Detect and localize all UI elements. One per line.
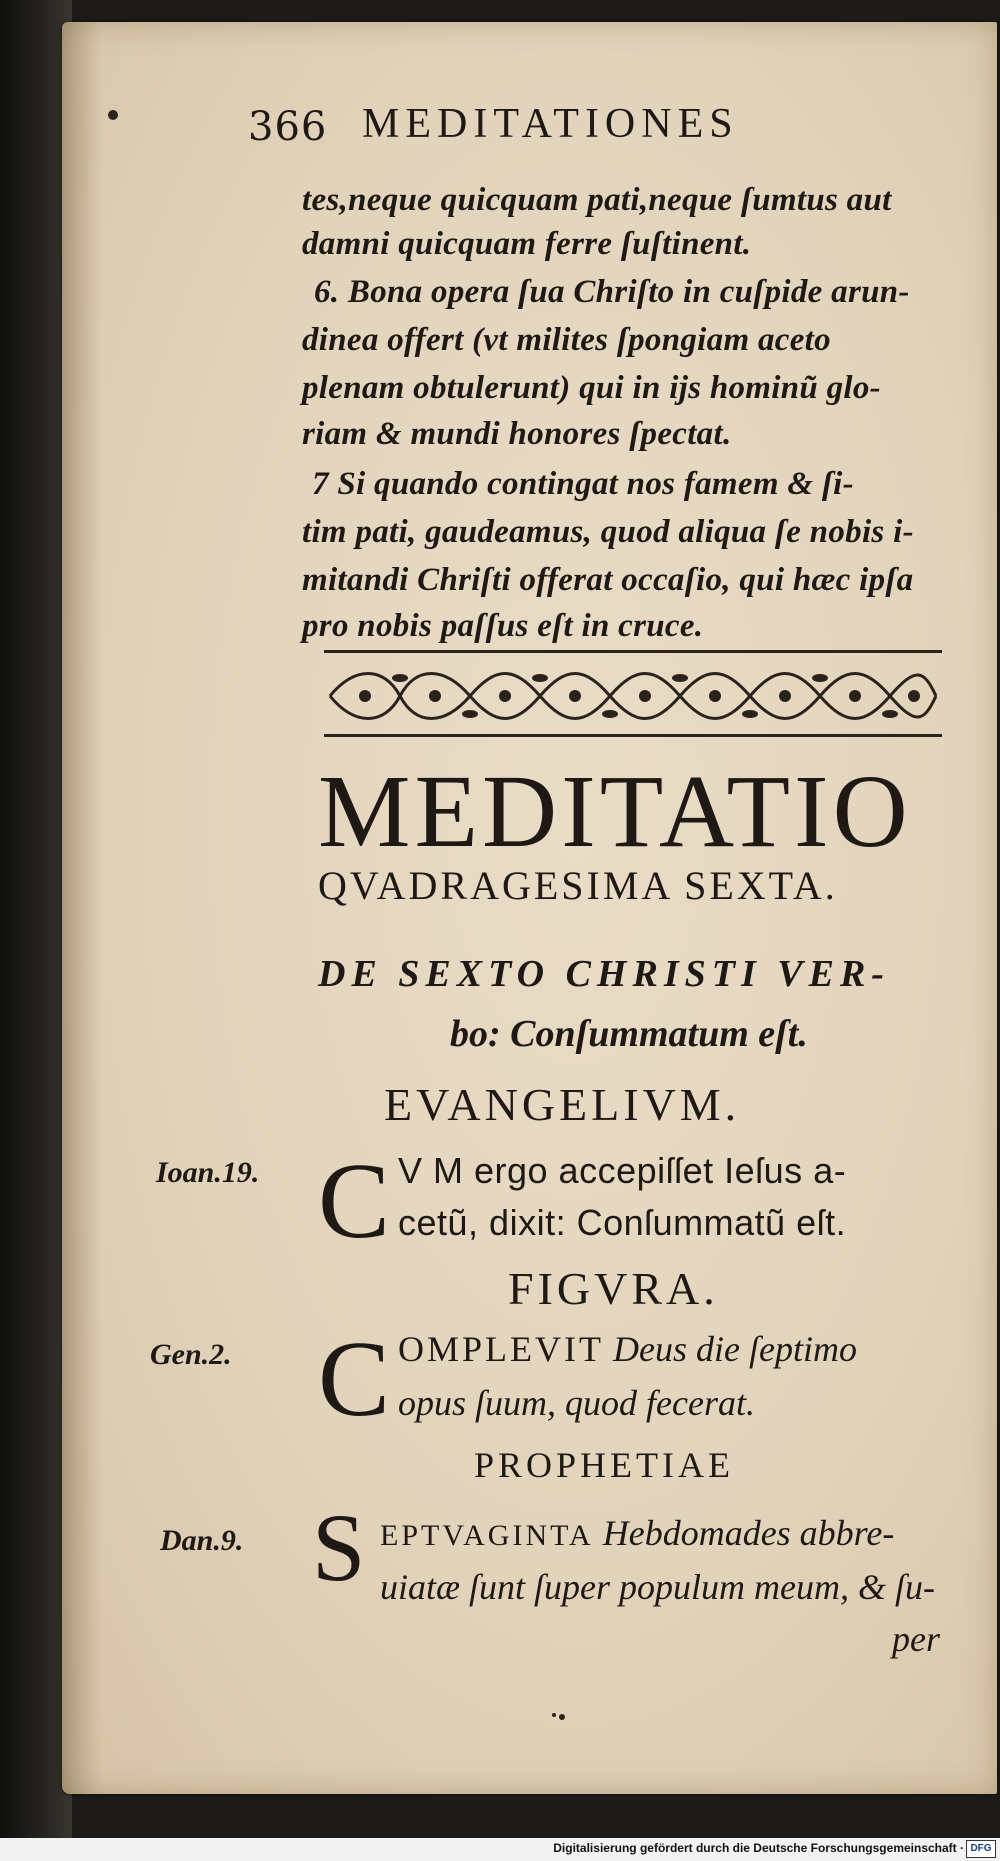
text-line [398,1382,755,1424]
text-line [892,1618,940,1660]
text-line [398,1328,857,1370]
text-line: mitandi Chriſti offerat occaſio, qui hæc ipſa [302,562,914,598]
dfg-logo: DFG [966,1840,996,1858]
text-line: tim pati, gaudeamus, quod aliqua ſe nobis i- [302,514,914,550]
folio-mark [108,110,118,120]
small-caps-word: OMPLEVIT [398,1329,604,1369]
digitization-credit: Digitalisierung gefördert durch die Deutsche Forschungsgemeinschaft · [553,1841,964,1855]
text-line: dinea offert (vt milites ſpongiam aceto [302,322,831,358]
text-line: V M ergo accepiſſet Ieſus a- [398,1150,847,1191]
ornament-rule-bottom [324,734,942,737]
italic-text: uiatæ ſunt ſuper populum meum, & ſu- [380,1567,935,1607]
drop-cap: C [318,1320,391,1439]
running-head: MEDITATIONES [362,101,739,147]
figura-heading: FIGVRA. [508,1263,719,1314]
text-line: cetũ, dixit: Conſummatũ eſt. [398,1202,847,1243]
section-heading-line-1: DE SEXTO CHRISTI VER- [318,953,890,995]
text-line: damni quicquam ferre ſuſtinent. [302,226,752,262]
text-line: 7 Si quando contingat nos famem & ſi- [312,466,854,502]
margin-reference: Ioan.19. [156,1156,260,1189]
meditation-title: MEDITATIO [318,754,912,869]
catchword: per [892,1619,940,1659]
signature-mark [548,1708,572,1722]
meditation-subtitle: QVADRAGESIMA SEXTA. [318,863,838,908]
text-line: plenam obtulerunt) qui in ijs hominũ glo- [302,370,881,406]
small-caps-word: EPTVAGINTA [380,1519,594,1552]
text-line [380,1566,935,1608]
drop-cap: C [318,1142,391,1261]
text-line: pro nobis paſſus eſt in cruce. [302,608,704,644]
margin-reference: Dan.9. [160,1524,244,1557]
drop-cap: S [312,1494,366,1601]
text-line: 6. Bona opera ſua Chriſto in cuſpide arun- [314,274,910,310]
ornament-rule-top [324,650,942,653]
evangelium-heading: EVANGELIVM. [384,1079,741,1130]
margin-reference: Gen.2. [150,1338,232,1371]
italic-text: Deus die ſeptimo [604,1329,857,1369]
ornament-band [324,660,942,732]
italic-text: Hebdomades abbre- [593,1513,895,1553]
page-gutter-shadow [62,22,102,1794]
text-line: riam & mundi honores ſpectat. [302,416,732,452]
text-line [380,1512,894,1554]
italic-text: opus ſuum, quod fecerat. [398,1383,755,1423]
page-number: 366 [248,104,328,150]
text-line: tes,neque quicquam pati,neque ſumtus aut [302,182,892,218]
section-heading-line-2: bo: Conſummatum eſt. [450,1013,808,1055]
prophetiae-heading: PROPHETIAE [474,1445,735,1485]
